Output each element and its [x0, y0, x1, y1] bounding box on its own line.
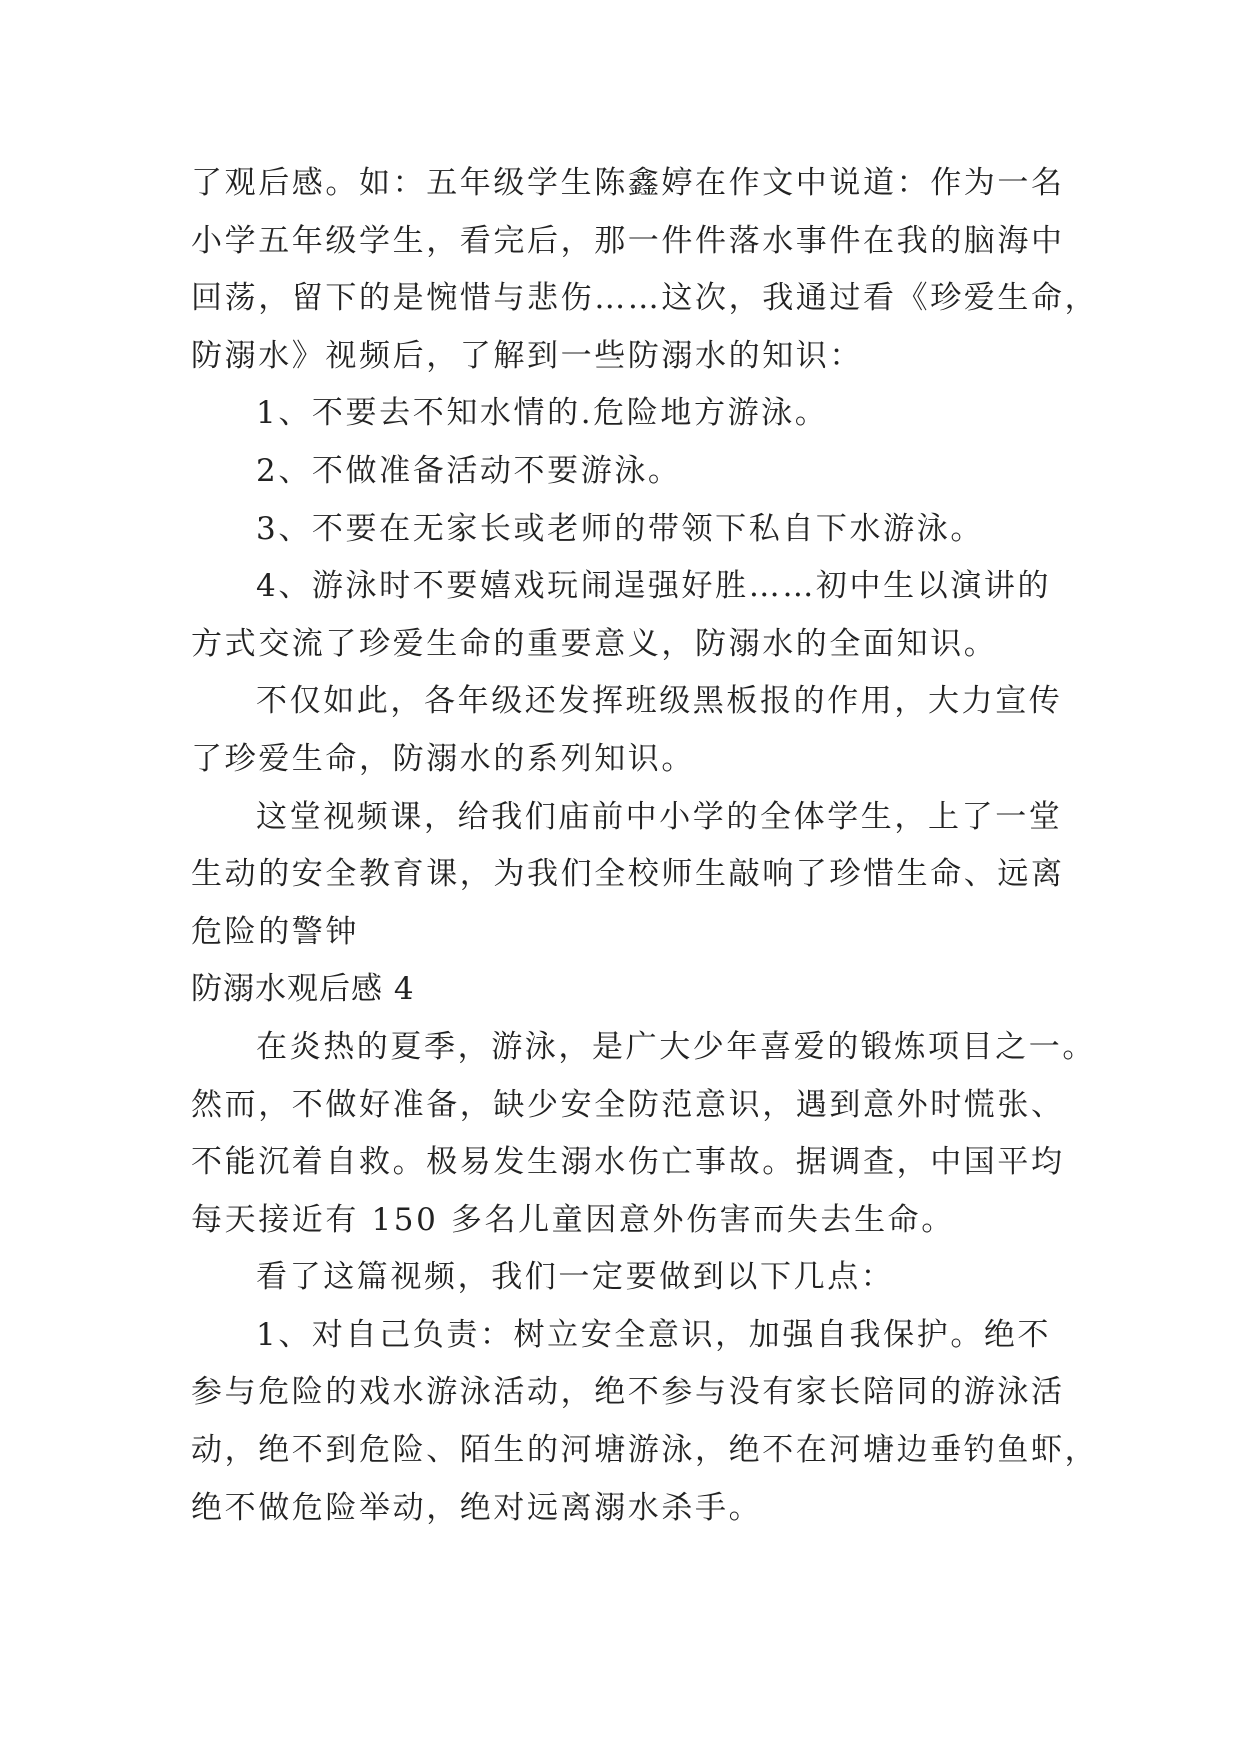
- text-line: 每天接近有 150 多名儿童因意外伤害而失去生命。: [191, 1201, 955, 1238]
- section-heading: 防溺水观后感 4: [191, 971, 415, 1008]
- text-line: 了观后感。如：五年级学生陈鑫婷在作文中说道：作为一名: [191, 165, 1065, 201]
- text-line: 参与危险的戏水游泳活动，绝不参与没有家长陪同的游泳活: [191, 1374, 1065, 1411]
- paragraph-start: 这堂视频课，给我们庙前中小学的全体学生，上了一堂: [256, 798, 1063, 835]
- text-line: 回荡，留下的是惋惜与悲伤……这次，我通过看《珍爱生命，: [191, 280, 1099, 317]
- text-line: 生动的安全教育课，为我们全校师生敲响了珍惜生命、远离: [191, 856, 1065, 893]
- text-line: 绝不做危险举动，绝对远离溺水杀手。: [191, 1489, 763, 1526]
- paragraph-start: 在炎热的夏季，游泳，是广大少年喜爱的锻炼项目之一。: [256, 1028, 1096, 1065]
- paragraph-start: 看了这篇视频，我们一定要做到以下几点：: [256, 1259, 895, 1296]
- text-line: 不能沉着自救。极易发生溺水伤亡事故。据调查，中国平均: [191, 1144, 1065, 1181]
- list-item: 2、不做准备活动不要游泳。: [256, 452, 682, 489]
- list-item: 1、对自己负责：树立安全意识，加强自我保护。绝不: [256, 1316, 1052, 1353]
- list-item: 1、不要去不知水情的.危险地方游泳。: [256, 395, 829, 432]
- paragraph-start: 不仅如此，各年级还发挥班级黑板报的作用，大力宣传: [256, 683, 1063, 720]
- text-line: 危险的警钟: [191, 913, 359, 950]
- text-line: 防溺水》视频后，了解到一些防溺水的知识：: [191, 337, 863, 374]
- text-line: 然而，不做好准备，缺少安全防范意识，遇到意外时慌张、: [191, 1086, 1065, 1123]
- text-line: 小学五年级学生，看完后，那一件件落水事件在我的脑海中: [191, 222, 1065, 259]
- text-line: 了珍爱生命，防溺水的系列知识。: [191, 740, 695, 777]
- text-line: 方式交流了珍爱生命的重要意义，防溺水的全面知识。: [191, 625, 998, 662]
- list-item: 4、游泳时不要嬉戏玩闹逞强好胜……初中生以演讲的: [256, 568, 1052, 605]
- text-line: 动，绝不到危险、陌生的河塘游泳，绝不在河塘边垂钓鱼虾，: [191, 1432, 1099, 1469]
- list-item: 3、不要在无家长或老师的带领下私自下水游泳。: [256, 510, 984, 547]
- document-body: [191, 155, 1099, 1537]
